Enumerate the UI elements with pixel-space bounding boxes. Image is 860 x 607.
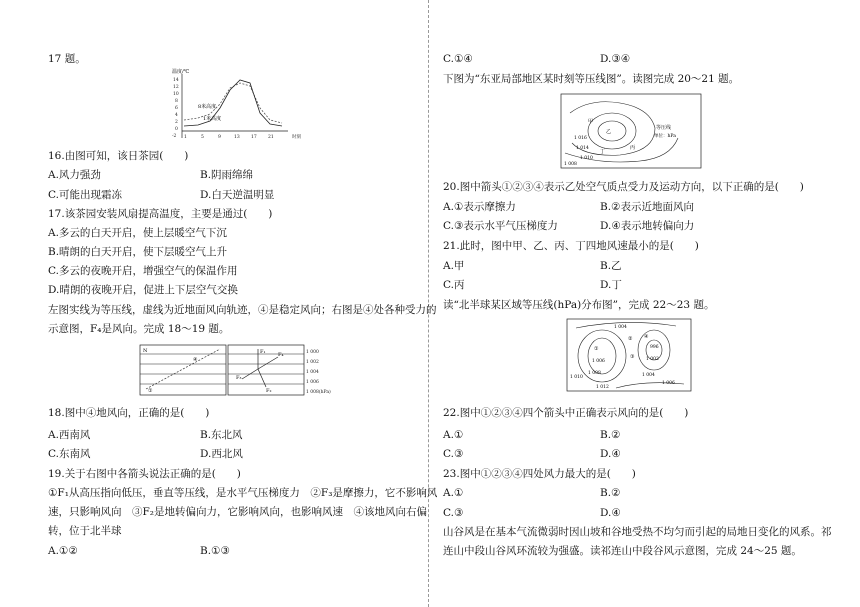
nh-isobar-map bbox=[566, 318, 692, 392]
place-yi: 乙 bbox=[606, 129, 612, 135]
isobar-values bbox=[306, 349, 331, 395]
q16-opt-c[interactable]: C.可能出现霜冻 bbox=[48, 189, 122, 201]
nh-label-4: 1 010 bbox=[570, 375, 583, 380]
q21-opt-c[interactable]: C.丙 bbox=[443, 279, 465, 291]
legend-isobar: 等压线 bbox=[656, 125, 672, 131]
q19-line3: 转，位于北半球 bbox=[48, 525, 122, 537]
q18-opt-c[interactable]: C.东南风 bbox=[48, 448, 91, 460]
q20-stem: 20.图中箭头①②③④表示乙处空气质点受力及运动方向，以下正确的是( ) bbox=[443, 181, 804, 193]
svg-text:17: 17 bbox=[251, 135, 257, 140]
q20-opt-c[interactable]: C.③表示水平气压梯度力 bbox=[443, 220, 558, 232]
q21-opt-a[interactable]: A.甲 bbox=[443, 260, 465, 272]
f3-label: F₃ bbox=[236, 375, 242, 381]
svg-text:13: 13 bbox=[234, 135, 240, 140]
q19-line2: 速，只影响风向 ③F₂是地转偏向力，它影响风向，也影响风速 ④该地风向右偏 bbox=[48, 506, 427, 518]
chart-xticks bbox=[184, 133, 301, 140]
east-asia-isobar-map bbox=[560, 93, 702, 169]
isobar-label-1: 1 016 bbox=[574, 136, 587, 141]
intro-18-line1: 左图实线为等压线，虚线为近地面风向轨迹，④是稳定风向；右图是④处各种受力的 bbox=[48, 304, 437, 316]
isobar-label-2: 1 014 bbox=[576, 146, 589, 151]
temperature-chart bbox=[170, 68, 320, 148]
north-label: N bbox=[143, 348, 148, 354]
q17-opt-a[interactable]: A.多云的白天开启，使上层暖空气下沉 bbox=[48, 227, 227, 239]
circle-1: ① bbox=[148, 388, 153, 394]
nh-label-9: 1 006 bbox=[662, 381, 675, 386]
q16-stem: 16.由图可知，该日茶园( ) bbox=[48, 150, 189, 162]
place-ding: 丁 bbox=[600, 149, 606, 155]
nh-label-3: 1 008 bbox=[588, 371, 601, 376]
f4-label: F₄ bbox=[278, 352, 284, 358]
nh-label-8: 1 004 bbox=[642, 373, 655, 378]
q19-opt-d[interactable]: D.③④ bbox=[600, 53, 631, 65]
legend-unit: 单位：hPa bbox=[654, 134, 676, 139]
q18-stem: 18.图中④地风向，正确的是( ) bbox=[48, 407, 210, 419]
svg-text:8: 8 bbox=[175, 99, 178, 104]
chart-ylabel: 温度/℃ bbox=[172, 69, 190, 75]
svg-text:1 006: 1 006 bbox=[306, 380, 319, 385]
label-8m: 8米高度 bbox=[198, 104, 217, 110]
q19-line1: ①F₁从高压指向低压，垂直等压线，是水平气压梯度力 ②F₃是摩擦力，它不影响风 bbox=[48, 487, 438, 499]
nh-label-7: 996 bbox=[650, 345, 659, 350]
q22-opt-c[interactable]: C.③ bbox=[443, 448, 464, 460]
q21-stem: 21.此时，图中甲、乙、丙、丁四地风速最小的是( ) bbox=[443, 240, 699, 252]
place-bing: 丙 bbox=[630, 145, 636, 151]
q18-opt-b[interactable]: B.东北风 bbox=[200, 429, 243, 441]
q16-opt-d[interactable]: D.白天逆温明显 bbox=[200, 189, 275, 201]
q16-opt-b[interactable]: B.阴雨绵绵 bbox=[200, 169, 254, 181]
svg-text:10: 10 bbox=[173, 92, 179, 97]
q23-stem: 23.图中①②③④四处风力最大的是( ) bbox=[443, 468, 636, 480]
nh-label-6: 1 002 bbox=[646, 357, 659, 362]
svg-text:21: 21 bbox=[268, 135, 274, 140]
place-jia: 甲 bbox=[588, 119, 594, 125]
q17-opt-c[interactable]: C.多云的夜晚开启，增强空气的保温作用 bbox=[48, 265, 238, 277]
nh-circle-2: ② bbox=[628, 336, 633, 342]
nh-circle-3: ③ bbox=[630, 354, 635, 360]
label-1m: 1米高度 bbox=[203, 116, 222, 122]
nh-label-2: 1 006 bbox=[592, 359, 605, 364]
svg-text:5: 5 bbox=[201, 135, 204, 140]
svg-text:1 004: 1 004 bbox=[306, 370, 319, 375]
q17-stem: 17.该茶园安装风扇提高温度，主要是通过( ) bbox=[48, 208, 273, 220]
intro-20: 下图为“东亚局部地区某时刻等压线图”。读图完成 20～21 题。 bbox=[443, 73, 740, 85]
q19-opt-c[interactable]: C.①④ bbox=[443, 53, 473, 65]
svg-text:1: 1 bbox=[184, 135, 187, 140]
q22-opt-b[interactable]: B.② bbox=[600, 429, 621, 441]
svg-text:12: 12 bbox=[173, 85, 179, 90]
svg-text:14: 14 bbox=[173, 78, 179, 83]
svg-text:1 000: 1 000 bbox=[306, 350, 319, 355]
intro-18-line2: 示意图，F₄是风向。完成 18～19 题。 bbox=[48, 323, 230, 335]
q23-opt-a[interactable]: A.① bbox=[443, 487, 464, 499]
q18-opt-d[interactable]: D.西北风 bbox=[200, 448, 243, 460]
q17-opt-b[interactable]: B.晴朗的白天开启，使下层暖空气上升 bbox=[48, 246, 228, 258]
isobar-label-4: 1 008 bbox=[564, 162, 577, 167]
svg-text:时刻: 时刻 bbox=[292, 135, 301, 140]
circle-4: ④ bbox=[193, 357, 198, 363]
intro-24-line1: 山谷风是在基本气流微弱时因山坡和谷地受热不均匀而引起的局地日变化的风系。祁 bbox=[443, 526, 832, 538]
q18-opt-a[interactable]: A.西南风 bbox=[48, 429, 91, 441]
q22-opt-d[interactable]: D.④ bbox=[600, 448, 621, 460]
q20-opt-d[interactable]: D.④表示地转偏向力 bbox=[600, 220, 695, 232]
q19-stem: 19.关于右图中各箭头说法正确的是( ) bbox=[48, 468, 241, 480]
f2-label: F₂ bbox=[266, 388, 272, 394]
isobar-label-3: 1 010 bbox=[580, 156, 593, 161]
svg-text:2: 2 bbox=[175, 120, 178, 125]
svg-text:4: 4 bbox=[175, 113, 178, 118]
q23-opt-b[interactable]: B.② bbox=[600, 487, 621, 499]
nh-label-5: 1 012 bbox=[596, 385, 609, 390]
intro-22: 读“北半球某区域等压线(hPa)分布图”，完成 22～23 题。 bbox=[443, 299, 715, 311]
q22-stem: 22.图中①②③④四个箭头中正确表示风向的是( ) bbox=[443, 407, 689, 419]
q22-opt-a[interactable]: A.① bbox=[443, 429, 464, 441]
line-1m bbox=[184, 80, 282, 126]
f1-label: F₁ bbox=[260, 349, 266, 355]
q23-opt-c[interactable]: C.③ bbox=[443, 507, 464, 519]
q19-opt-b[interactable]: B.①③ bbox=[200, 545, 230, 557]
svg-text:0: 0 bbox=[175, 127, 178, 132]
nh-circle-4: ④ bbox=[644, 334, 649, 340]
q20-opt-a[interactable]: A.①表示摩擦力 bbox=[443, 201, 516, 213]
intro-24-line2: 连山中段山谷风环流较为强盛。读祁连山中段谷风示意图，完成 24～25 题。 bbox=[443, 545, 802, 557]
q20-opt-b[interactable]: B.②表示近地面风向 bbox=[600, 201, 694, 213]
question-ref-17: 17 题。 bbox=[48, 53, 86, 65]
svg-text:1 002: 1 002 bbox=[306, 360, 319, 365]
svg-text:6: 6 bbox=[175, 106, 178, 111]
line-8m bbox=[184, 83, 282, 123]
q21-opt-b[interactable]: B.乙 bbox=[600, 260, 622, 272]
nh-circle-1: ① bbox=[594, 346, 599, 352]
svg-text:-2: -2 bbox=[172, 134, 177, 139]
chart-yticks bbox=[172, 77, 179, 139]
q21-opt-d[interactable]: D.丁 bbox=[600, 279, 622, 291]
svg-text:9: 9 bbox=[218, 135, 221, 140]
q16-opt-a[interactable]: A.风力强劲 bbox=[48, 169, 101, 181]
svg-text:1 008(hPa): 1 008(hPa) bbox=[306, 390, 331, 395]
isobar-wind-figure bbox=[138, 343, 358, 399]
q23-opt-d[interactable]: D.④ bbox=[600, 507, 621, 519]
nh-label-1: 1 004 bbox=[614, 325, 627, 330]
q19-opt-a[interactable]: A.①② bbox=[48, 545, 78, 557]
q17-opt-d[interactable]: D.晴朗的夜晚开启，促进上下层空气交换 bbox=[48, 284, 238, 296]
